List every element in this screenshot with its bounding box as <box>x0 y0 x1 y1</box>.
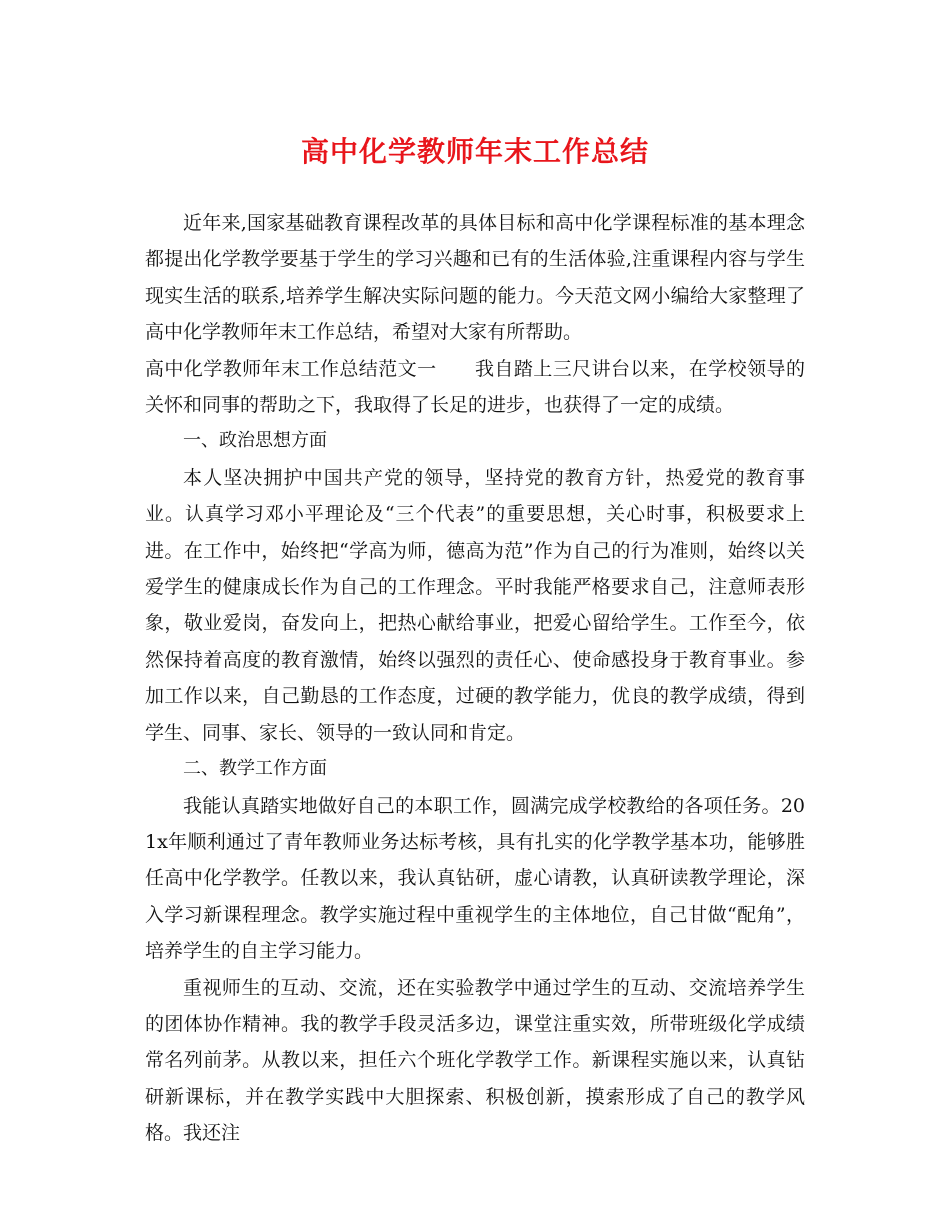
section-politics-paragraph: 本人坚决拥护中国共产党的领导，坚持党的教育方针，热爱党的教育事业。认真学习邓小平理论及“三个代表”的重要思想，关心时事，积极要求上进。在工作中，始终把“学高为师，德高为范”作为自己的行为准则，始终以关爱学生的健康成长作为自己的工作理念。平时我能严格要求自己，注意师表形象，敬业爱岗，奋发向上，把热心献给事业，把爱心留给学生。工作至今，依然保持着高度的教育激情，始终以强烈的责任心、使命感投身于教育事业。参加工作以来，自己勤恳的工作态度，过硬的教学能力，优良的教学成绩，得到学生、同事、家长、领导的一致认同和肯定。 <box>145 466 805 744</box>
intro-paragraph: 近年来,国家基础教育课程改革的具体目标和高中化学课程标准的基本理念都提出化学教学要基于学生的学习兴趣和已有的生活体验,注重课程内容与学生现实生活的联系,培养学生解决实际问题的能力。今天范文网小编给大家整理了高中化学教师年末工作总结，希望对大家有所帮助。 <box>145 212 805 344</box>
section-teaching-paragraph-1: 我能认真踏实地做好自己的本职工作，圆满完成学校教给的各项任务。201x年顺利通过了青年教师业务达标考核，具有扎实的化学教学基本功，能够胜任高中化学教学。任教以来，我认真钻研，虚心请教，认真研读教学理论，深入学习新课程理念。教学实施过程中重视学生的主体地位，自己甘做“配角”，培养学生的自主学习能力。 <box>145 794 805 963</box>
section-teaching-paragraph-2: 重视师生的互动、交流，还在实验教学中通过学生的互动、交流培养学生的团体协作精神。我的教学手段灵活多边，课堂注重实效，所带班级化学成绩常名列前茅。从教以来，担任六个班化学教学工作。新课程实施以来，认真钻研新课标，并在教学实践中大胆探索、积极创新，摸索形成了自己的教学风格。我还注 <box>145 976 805 1145</box>
section-heading-politics: 一、政治思想方面 <box>183 430 327 452</box>
sample-label: 高中化学教师年末工作总结范文一 <box>145 357 437 380</box>
sample-paragraph <box>145 351 805 424</box>
document-title: 高中化学教师年末工作总结 <box>300 135 649 168</box>
section-heading-teaching: 二、教学工作方面 <box>183 758 327 780</box>
document-body <box>145 205 805 1152</box>
sample-opening: 我自踏上三尺讲台以来，在学校领导的关怀和同事的帮助之下，我取得了长足的进步，也获得了一定的成绩。 <box>145 357 805 417</box>
